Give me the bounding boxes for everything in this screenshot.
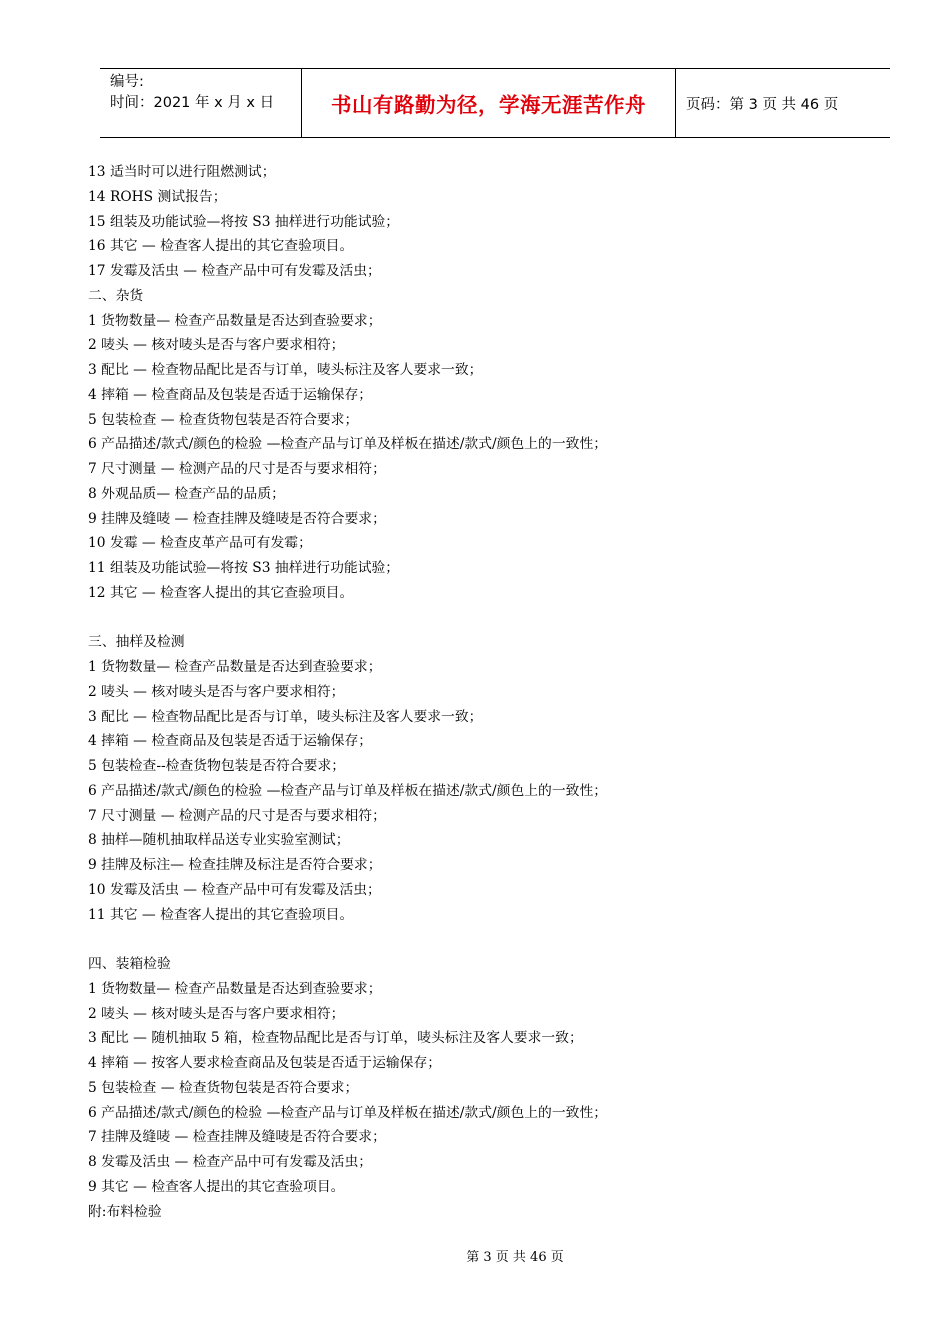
list-item: 12 其它 — 检查客人提出的其它查验项目。: [88, 584, 354, 601]
list-item: 7 挂牌及缝唛 — 检查挂牌及缝唛是否符合要求；: [88, 1129, 386, 1146]
list-item: 4 摔箱 — 检查商品及包装是否适于运输保存；: [88, 386, 373, 403]
list-item: 2 唛头 — 核对唛头是否与客户要求相符；: [88, 683, 345, 700]
list-item: 6 产品描述/款式/颜色的检验 —检查产品与订单及样板在描述/款式/颜色上的一致性；: [88, 436, 608, 453]
list-item: 8 发霉及活虫 — 检查产品中可有发霉及活虫；: [88, 1154, 373, 1170]
page-header: [100, 68, 890, 138]
section-heading: 三、抽样及检测: [88, 634, 185, 651]
section-sampling: [88, 630, 888, 927]
list-item: 5 包装检查 — 检查货物包装是否符合要求；: [88, 1079, 359, 1096]
list-item: 9 其它 — 检查客人提出的其它查验项目。: [88, 1178, 345, 1195]
list-item: 3 配比 — 检查物品配比是否与订单，唛头标注及客人要求一致；: [88, 708, 483, 725]
list-item: 8 外观品质— 检查产品的品质；: [88, 485, 285, 502]
header-motto: 书山有路勤为径，学海无涯苦作舟: [302, 69, 676, 137]
list-item: 5 包装检查--检查货物包装是否符合要求；: [88, 758, 346, 774]
list-item: 15 组装及功能试验—将按 S3 抽样进行功能试验；: [88, 213, 400, 230]
list-item: 5 包装检查 — 检查货物包装是否符合要求；: [88, 411, 359, 428]
list-item: 16 其它 — 检查客人提出的其它查验项目。: [88, 238, 354, 255]
list-item: 1 货物数量— 检查产品数量是否达到查验要求；: [88, 659, 382, 675]
document-number-label: 编号:: [110, 74, 144, 90]
list-item: 8 抽样—随机抽取样品送专业实验室测试；: [88, 832, 350, 849]
list-item: 10 发霉 — 检查皮革产品可有发霉；: [88, 535, 312, 552]
list-item: 9 挂牌及标注— 检查挂牌及标注是否符合要求；: [88, 857, 382, 873]
section-heading: 四、装箱检验: [88, 956, 171, 972]
list-item: 7 尺寸测量 — 检测产品的尺寸是否与要求相符；: [88, 461, 386, 477]
document-date: 时间：2021 年 x 月 x 日: [110, 95, 275, 111]
list-item: 3 配比 — 随机抽取 5 箱，检查物品配比是否与订单，唛头标注及客人要求一致；: [88, 1030, 583, 1047]
list-item: 3 配比 — 检查物品配比是否与订单，唛头标注及客人要求一致；: [88, 362, 483, 378]
list-item: 10 发霉及活虫 — 检查产品中可有发霉及活虫；: [88, 881, 381, 898]
header-meta: [100, 69, 302, 137]
list-item: 7 尺寸测量 — 检测产品的尺寸是否与要求相符；: [88, 807, 386, 824]
list-item: 2 唛头 — 核对唛头是否与客户要求相符；: [88, 1005, 345, 1022]
list-item: 6 产品描述/款式/颜色的检验 —检查产品与订单及样板在描述/款式/颜色上的一致性；: [88, 1104, 608, 1121]
list-item: 14 ROHS 测试报告；: [88, 188, 227, 205]
list-item: 6 产品描述/款式/颜色的检验 —检查产品与订单及样板在描述/款式/颜色上的一致性；: [88, 782, 608, 799]
list-item: 17 发霉及活虫 — 检查产品中可有发霉及活虫；: [88, 263, 381, 279]
list-item: 4 摔箱 — 按客人要求检查商品及包装是否适于运输保存；: [88, 1055, 442, 1071]
list-item: 11 其它 — 检查客人提出的其它查验项目。: [88, 906, 354, 923]
section-continued: [88, 160, 888, 284]
list-item: 4 摔箱 — 检查商品及包装是否适于运输保存；: [88, 733, 373, 750]
list-item: 1 货物数量— 检查产品数量是否达到查验要求；: [88, 312, 382, 329]
header-page-info: 页码：第 3 页 共 46 页: [686, 96, 839, 113]
list-item: 13 适当时可以进行阻燃测试；: [88, 164, 276, 180]
document-body: [88, 160, 888, 1224]
list-item: 1 货物数量— 检查产品数量是否达到查验要求；: [88, 980, 382, 997]
section-sundry-goods: [88, 284, 888, 606]
appendix-heading: 附:布料检验: [88, 1203, 162, 1220]
section-heading: 二、杂货: [88, 287, 144, 304]
list-item: 11 组装及功能试验—将按 S3 抽样进行功能试验；: [88, 560, 400, 576]
page-footer: 第 3 页 共 46 页: [466, 1250, 564, 1265]
section-packing-inspection: [88, 952, 888, 1200]
list-item: 2 唛头 — 核对唛头是否与客户要求相符；: [88, 337, 345, 354]
spacer: [88, 927, 888, 952]
list-item: 9 挂牌及缝唛 — 检查挂牌及缝唛是否符合要求；: [88, 510, 386, 527]
spacer: [88, 606, 888, 631]
